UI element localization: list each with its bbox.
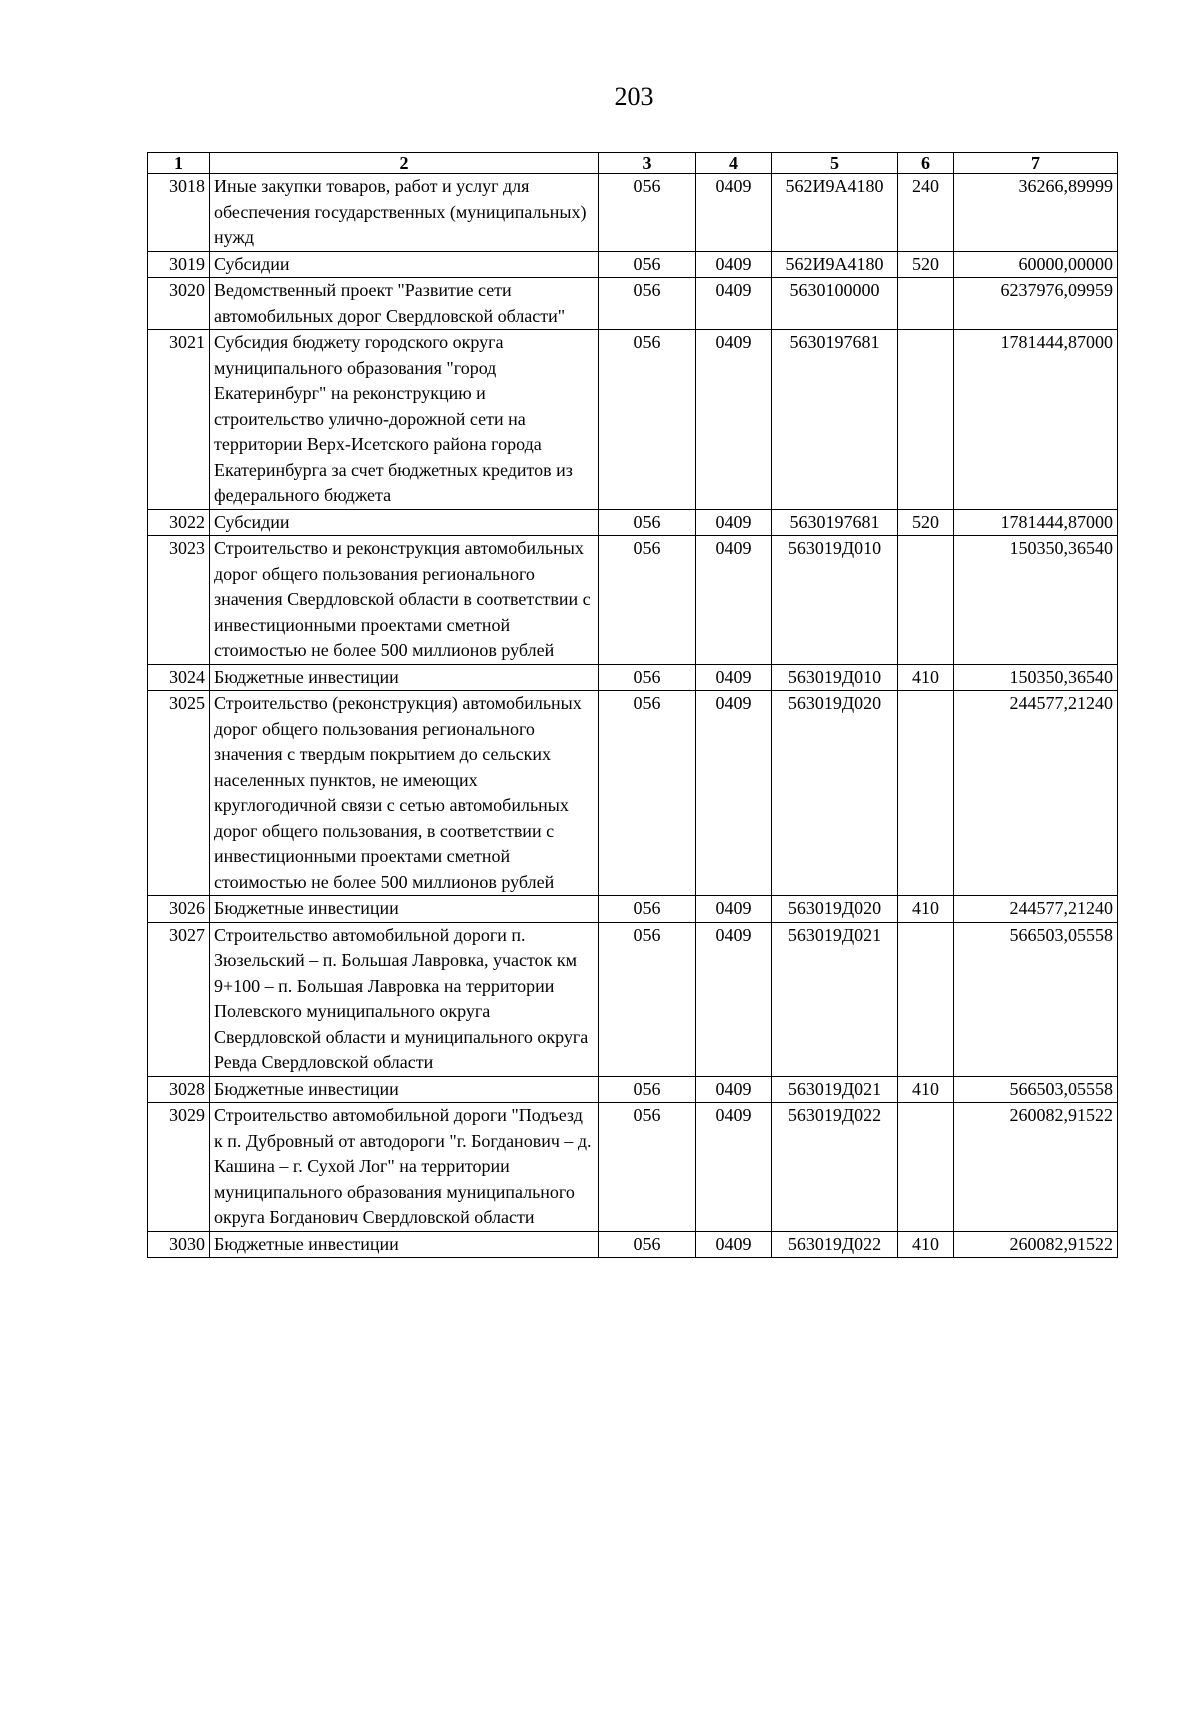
table-row [148, 174, 1118, 252]
expense-type-code [898, 536, 954, 665]
expense-type-code: 520 [898, 251, 954, 278]
amount: 36266,89999 [954, 174, 1118, 252]
section-code: 0409 [696, 536, 772, 665]
ministry-code: 056 [599, 691, 696, 896]
target-code: 563019Д021 [772, 1076, 898, 1103]
row-name: Бюджетные инвестиции [210, 664, 599, 691]
row-name: Субсидии [210, 509, 599, 536]
ministry-code: 056 [599, 278, 696, 330]
amount: 244577,21240 [954, 896, 1118, 923]
ministry-code: 056 [599, 1076, 696, 1103]
section-code: 0409 [696, 691, 772, 896]
section-code: 0409 [696, 1103, 772, 1232]
table-row [148, 896, 1118, 923]
expense-type-code [898, 691, 954, 896]
ministry-code: 056 [599, 536, 696, 665]
table-row [148, 1231, 1118, 1258]
row-number: 3021 [148, 330, 210, 510]
expense-type-code: 240 [898, 174, 954, 252]
target-code: 563019Д010 [772, 536, 898, 665]
ministry-code: 056 [599, 896, 696, 923]
expense-type-code: 410 [898, 664, 954, 691]
row-number: 3023 [148, 536, 210, 665]
expense-type-code: 410 [898, 896, 954, 923]
row-number: 3028 [148, 1076, 210, 1103]
page-number: 203 [614, 82, 654, 111]
amount: 60000,00000 [954, 251, 1118, 278]
amount: 260082,91522 [954, 1103, 1118, 1232]
header-row [148, 153, 1118, 174]
amount: 150350,36540 [954, 664, 1118, 691]
target-code: 563019Д021 [772, 922, 898, 1076]
row-name: Строительство автомобильной дороги "Подъезд к п. Дубровный от автодороги "г. Богданович – д. Кашина – г. Сухой Лог" на территории муниципального образования муниципального округа Богданович Свердловской области [210, 1103, 599, 1232]
expense-type-code: 410 [898, 1076, 954, 1103]
row-number: 3019 [148, 251, 210, 278]
ministry-code: 056 [599, 251, 696, 278]
target-code: 562И9А4180 [772, 251, 898, 278]
row-name: Бюджетные инвестиции [210, 1076, 599, 1103]
table-row [148, 509, 1118, 536]
ministry-code: 056 [599, 664, 696, 691]
header-cell: 2 [210, 153, 599, 174]
header-cell: 5 [772, 153, 898, 174]
row-number: 3030 [148, 1231, 210, 1258]
expense-type-code: 520 [898, 509, 954, 536]
row-name: Бюджетные инвестиции [210, 896, 599, 923]
table-row [148, 664, 1118, 691]
amount: 566503,05558 [954, 1076, 1118, 1103]
target-code: 5630197681 [772, 330, 898, 510]
ministry-code: 056 [599, 174, 696, 252]
table-row [148, 278, 1118, 330]
amount: 1781444,87000 [954, 330, 1118, 510]
header-cell: 1 [148, 153, 210, 174]
row-number: 3024 [148, 664, 210, 691]
target-code: 563019Д020 [772, 896, 898, 923]
header-cell: 7 [954, 153, 1118, 174]
section-code: 0409 [696, 509, 772, 536]
ministry-code: 056 [599, 1231, 696, 1258]
section-code: 0409 [696, 278, 772, 330]
section-code: 0409 [696, 330, 772, 510]
row-name: Строительство и реконструкция автомобильных дорог общего пользования регионального значения Свердловской области в соответствии с инвестиционными проектами сметной стоимостью не более 500 миллионов рублей [210, 536, 599, 665]
expense-type-code [898, 278, 954, 330]
ministry-code: 056 [599, 330, 696, 510]
target-code: 563019Д020 [772, 691, 898, 896]
target-code: 5630100000 [772, 278, 898, 330]
table-row [148, 251, 1118, 278]
table-row [148, 1076, 1118, 1103]
ministry-code: 056 [599, 1103, 696, 1232]
row-name: Субсидия бюджету городского округа муниципального образования "город Екатеринбург" на реконструкцию и строительство улично-дорожной сети на территории Верх-Исетского района города Екатеринбурга за счет бюджетных кредитов из федерального бюджета [210, 330, 599, 510]
amount: 6237976,09959 [954, 278, 1118, 330]
table-row [148, 922, 1118, 1076]
row-name: Строительство (реконструкция) автомобильных дорог общего пользования регионального значения с твердым покрытием до сельских населенных пунктов, не имеющих круглогодичной связи с сетью автомобильных дорог общего пользования, в соответствии с инвестиционными проектами сметной стоимостью не более 500 миллионов рублей [210, 691, 599, 896]
row-name: Субсидии [210, 251, 599, 278]
table-row [148, 1103, 1118, 1232]
expense-type-code: 410 [898, 1231, 954, 1258]
amount: 260082,91522 [954, 1231, 1118, 1258]
row-number: 3022 [148, 509, 210, 536]
row-number: 3025 [148, 691, 210, 896]
row-name: Бюджетные инвестиции [210, 1231, 599, 1258]
target-code: 562И9А4180 [772, 174, 898, 252]
row-name: Строительство автомобильной дороги п. Зюзельский – п. Большая Лавровка, участок км 9+100 – п. Большая Лавровка на территории Полевского муниципального округа Свердловской области и муниципального округа Ревда Свердловской области [210, 922, 599, 1076]
amount: 1781444,87000 [954, 509, 1118, 536]
amount: 150350,36540 [954, 536, 1118, 665]
target-code: 563019Д022 [772, 1231, 898, 1258]
target-code: 563019Д022 [772, 1103, 898, 1232]
ministry-code: 056 [599, 922, 696, 1076]
section-code: 0409 [696, 1231, 772, 1258]
budget-table [147, 152, 1118, 1258]
ministry-code: 056 [599, 509, 696, 536]
row-name: Ведомственный проект "Развитие сети автомобильных дорог Свердловской области" [210, 278, 599, 330]
expense-type-code [898, 922, 954, 1076]
table-row [148, 330, 1118, 510]
amount: 244577,21240 [954, 691, 1118, 896]
table-row [148, 691, 1118, 896]
table-row [148, 536, 1118, 665]
expense-type-code [898, 330, 954, 510]
row-number: 3020 [148, 278, 210, 330]
target-code: 563019Д010 [772, 664, 898, 691]
section-code: 0409 [696, 664, 772, 691]
header-cell: 6 [898, 153, 954, 174]
row-number: 3029 [148, 1103, 210, 1232]
header-cell: 3 [599, 153, 696, 174]
target-code: 5630197681 [772, 509, 898, 536]
amount: 566503,05558 [954, 922, 1118, 1076]
section-code: 0409 [696, 174, 772, 252]
header-cell: 4 [696, 153, 772, 174]
row-name: Иные закупки товаров, работ и услуг для обеспечения государственных (муниципальных) нужд [210, 174, 599, 252]
section-code: 0409 [696, 896, 772, 923]
section-code: 0409 [696, 922, 772, 1076]
row-number: 3027 [148, 922, 210, 1076]
section-code: 0409 [696, 251, 772, 278]
section-code: 0409 [696, 1076, 772, 1103]
expense-type-code [898, 1103, 954, 1232]
row-number: 3026 [148, 896, 210, 923]
row-number: 3018 [148, 174, 210, 252]
